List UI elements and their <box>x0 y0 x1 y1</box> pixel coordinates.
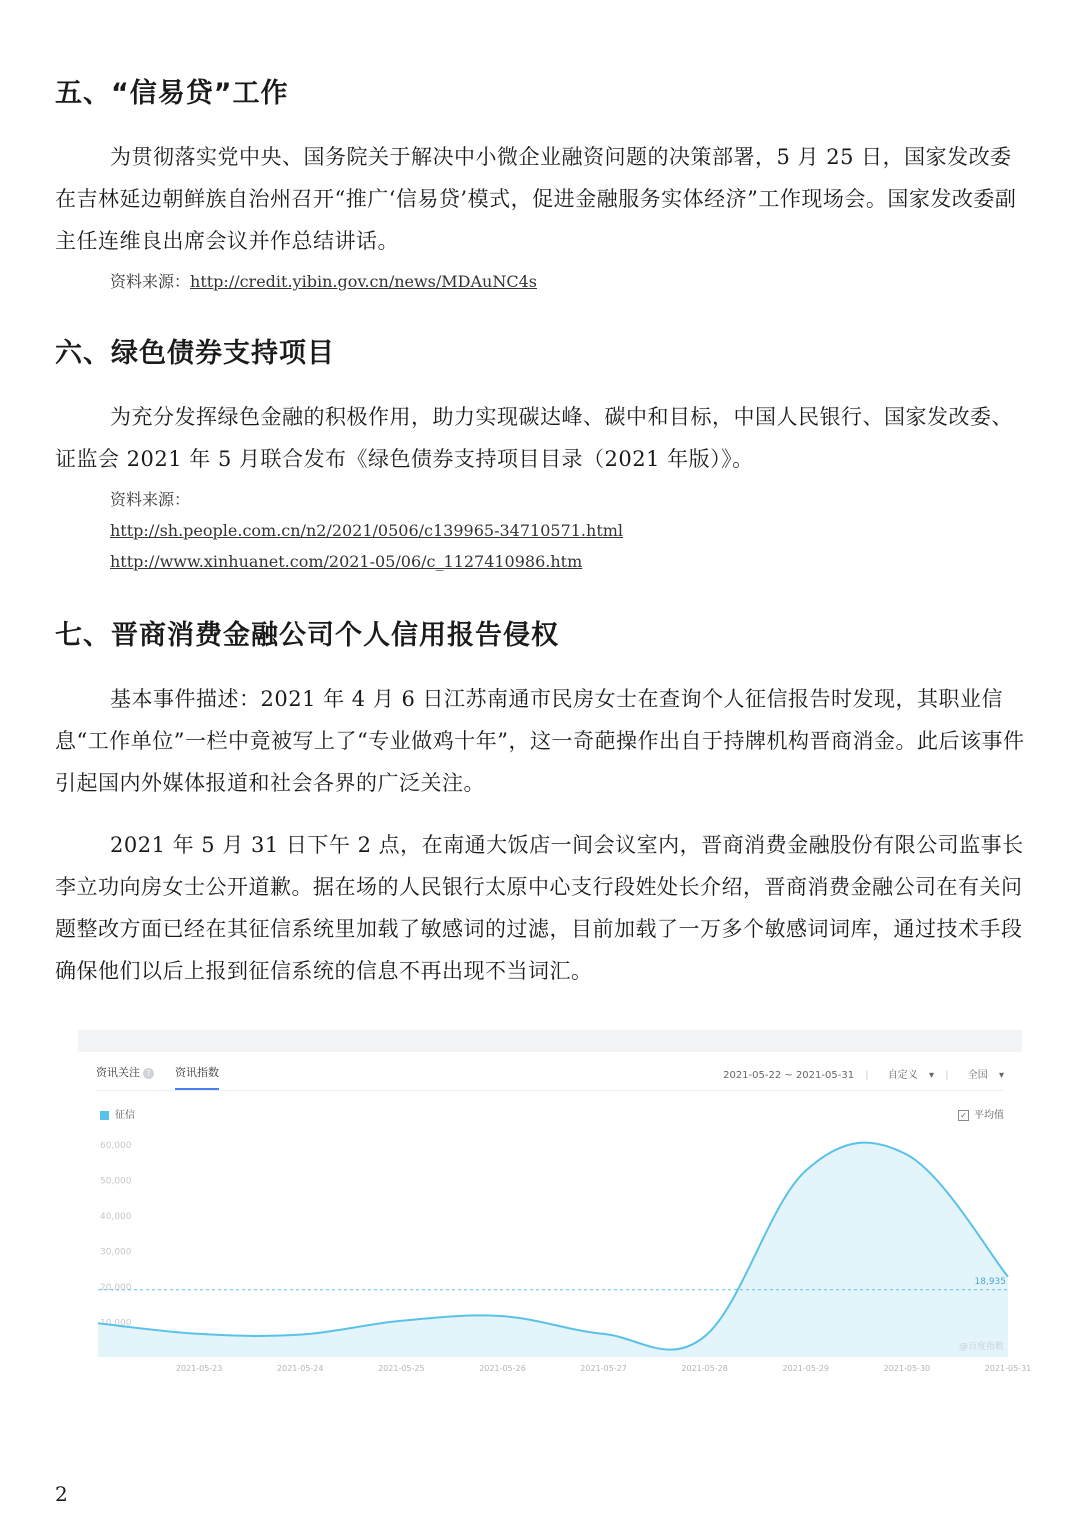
x-tick-label: 2021-05-28 <box>681 1364 728 1373</box>
y-tick-label: 30,000 <box>100 1247 132 1258</box>
source-link-1[interactable]: http://sh.people.com.cn/n2/2021/0506/c139965-34710571.html <box>110 521 624 540</box>
section-7-paragraph-1: 基本事件描述：2021 年 4 月 6 日江苏南通市民房女士在查询个人征信报告时发现，其职业信息“工作单位”一栏中竟被写上了“专业做鸡十年”，这一奇葩操作出自于持牌机构晋商消金。此后该事件引起国内外媒体报道和社会各界的广泛关注。 <box>55 687 1025 795</box>
section-6-paragraph: 为充分发挥绿色金融的积极作用，助力实现碳达峰、碳中和目标，中国人民银行、国家发改委、证监会 2021 年 5 月联合发布《绿色债券支持项目目录（2021 年版）》。 <box>55 405 1013 471</box>
y-tick-label: 60,000 <box>100 1141 132 1151</box>
region-label: 全国 <box>967 1070 988 1081</box>
dropdown-icon: ▾ <box>998 1070 1004 1081</box>
baidu-index-watermark: @百度指数 <box>958 1342 1004 1352</box>
section-title-6: 六、绿色债券支持项目 <box>55 338 335 369</box>
tab-label: 资讯指数 <box>175 1066 219 1079</box>
info-icon[interactable]: ? <box>143 1068 154 1079</box>
x-tick-label: 2021-05-26 <box>479 1364 526 1373</box>
section-5-source <box>110 266 537 297</box>
dropdown-icon: ▾ <box>929 1070 935 1081</box>
x-tick-label: 2021-05-24 <box>276 1364 324 1373</box>
x-tick-label: 2021-05-31 <box>984 1364 1032 1373</box>
x-tick-label: 2021-05-25 <box>378 1364 425 1373</box>
section-5-paragraph: 为贯彻落实党中央、国务院关于解决中小微企业融资问题的决策部署，5 月 25 日，国家发改委在吉林延边朝鲜族自治州召开“推广‘信易贷’模式，促进金融服务实体经济”工作现场会。国家发改委副主任连维良出席会议并作总结讲话。 <box>55 145 1017 253</box>
source-link[interactable]: http://credit.yibin.gov.cn/news/MDAuNC4s <box>190 272 537 291</box>
section-title-5: 五、“信易贷”工作 <box>55 78 289 109</box>
section-7-paragraph-2: 2021 年 5 月 31 日下午 2 点，在南通大饭店一间会议室内，晋商消费金融股份有限公司监事长李立功向房女士公开道歉。据在场的人民银行太原中心支行段姓处长介绍，晋商消费金融公司在有关问题整改方面已经在其征信系统里加载了敏感词的过滤，目前加载了一万多个敏感词词库，通过技术手段确保他们以后上报到征信系统的信息不再出现不当词汇。 <box>55 833 1024 983</box>
y-tick-label: 50,000 <box>100 1176 132 1187</box>
average-value-label: 18,935 <box>974 1276 1006 1287</box>
y-tick-label: 20,000 <box>100 1283 132 1293</box>
date-range[interactable]: 2021-05-22 ~ 2021-05-31 <box>723 1070 855 1081</box>
divider: | <box>945 1070 949 1081</box>
legend-label: 征信 <box>115 1110 135 1121</box>
checkbox-checked-icon: ✓ <box>958 1110 969 1121</box>
x-tick-label: 2021-05-23 <box>175 1364 223 1373</box>
area-chart <box>78 1030 1032 1380</box>
section-6-source <box>110 484 623 577</box>
section-title-7: 七、晋商消费金融公司个人信用报告侵权 <box>55 620 559 651</box>
page-number: 2 <box>55 1482 68 1506</box>
x-tick-label: 2021-05-27 <box>580 1364 627 1373</box>
custom-label: 自定义 <box>887 1070 918 1081</box>
source-link-2[interactable]: http://www.xinhuanet.com/2021-05/06/c_1127410986.htm <box>110 552 583 571</box>
average-label: 平均值 <box>974 1110 1004 1121</box>
tab-label: 资讯关注 <box>96 1066 140 1079</box>
source-label: 资料来源： <box>110 272 191 291</box>
y-tick-label: 10,000 <box>100 1318 132 1329</box>
index-chart-panel <box>78 1030 1032 1380</box>
x-tick-label: 2021-05-29 <box>782 1364 830 1373</box>
x-tick-label: 2021-05-30 <box>883 1364 931 1373</box>
source-label: 资料来源： <box>110 490 191 509</box>
divider: | <box>865 1070 869 1081</box>
y-tick-label: 40,000 <box>100 1212 132 1222</box>
